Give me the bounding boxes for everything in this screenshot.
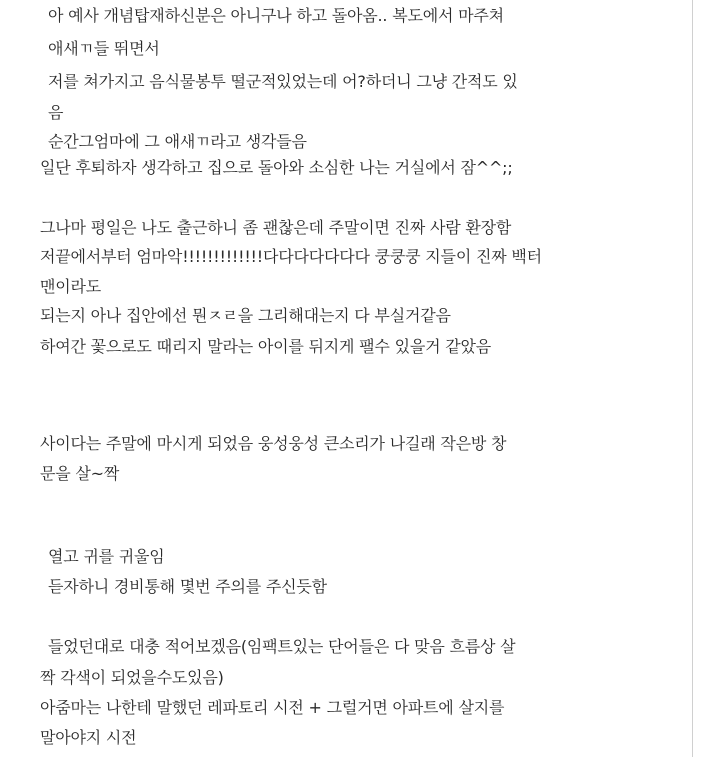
text-line: 들었던대로 대충 적어보겠음(임팩트있는 단어들은 다 맞음 흐름상 살 <box>48 637 516 656</box>
text-line: 저끝에서부터 엄마악!!!!!!!!!!!!!다다다다다다다 쿵쿵쿵 지들이 진짜 백터 <box>40 247 542 266</box>
text-line: 아줌마는 나한테 말했던 레파토리 시전 + 그럴거면 아파트에 살지를 <box>40 698 505 717</box>
text-line: 짝 각색이 되었을수도있음) <box>40 668 224 687</box>
text-line: 문을 살~짝 <box>40 464 120 483</box>
text-line: 열고 귀를 귀울임 <box>48 547 165 566</box>
text-line: 그나마 평일은 나도 출근하니 좀 괜찮은데 주말이면 진짜 사람 환장함 <box>40 218 512 237</box>
text-line: 사이다는 주말에 마시게 되었음 웅성웅성 큰소리가 나길래 작은방 창 <box>40 434 507 453</box>
text-line: 일단 후퇴하자 생각하고 집으로 돌아와 소심한 나는 거실에서 잠^^;; <box>40 158 513 177</box>
text-line: 순간그엄마에 그 애새ㄲ라고 생각들음 <box>48 132 307 151</box>
text-line: 말아야지 시전 <box>40 728 137 747</box>
text-line: 하여간 꽃으로도 때리지 말라는 아이를 뒤지게 팰수 있을거 같았음 <box>40 337 492 356</box>
text-line: 듣자하니 경비통해 몇번 주의를 주신듯함 <box>48 577 327 596</box>
text-line: 되는지 아나 집안에선 뭔ㅈㄹ을 그리해대는지 다 부실거같음 <box>40 306 451 325</box>
text-line: 아 예사 개념탑재하신분은 아니구나 하고 돌아옴.. 복도에서 마주쳐 <box>48 6 504 25</box>
text-line: 저를 쳐가지고 음식물봉투 떨군적있었는데 어?하더니 그냥 간적도 있 <box>48 72 518 91</box>
page-border <box>692 0 693 757</box>
text-line: 맨이라도 <box>40 277 102 296</box>
text-line: 음 <box>48 103 64 122</box>
text-line: 애새ㄲ들 뛰면서 <box>48 39 160 58</box>
